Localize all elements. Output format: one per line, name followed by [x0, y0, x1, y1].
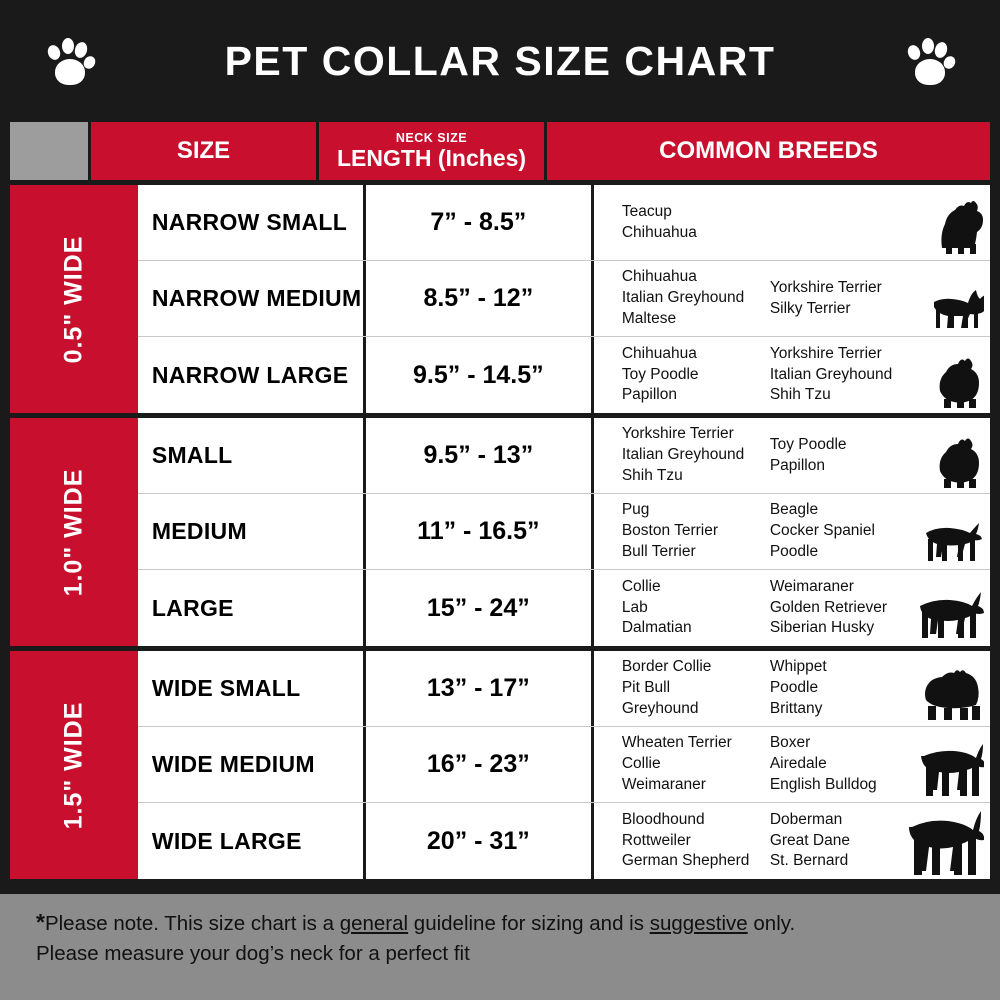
header-corner-cell [10, 122, 88, 180]
group-0-5-wide [0, 180, 1000, 413]
breed-column-1 [622, 202, 770, 244]
breed-name: German Shepherd [621, 852, 750, 870]
breed-column-1 [622, 810, 770, 873]
breed-name: Greyhound [621, 699, 699, 717]
cell-length: 16” - 23” [363, 727, 591, 802]
cell-breeds [591, 570, 990, 646]
table-row [138, 570, 990, 646]
table-row [138, 727, 990, 803]
breed-name: Boston Terrier [621, 522, 719, 540]
footer-underline-general: general [339, 912, 409, 935]
page-title: PET COLLAR SIZE CHART [224, 37, 776, 84]
table-row [138, 261, 990, 337]
table-row [138, 494, 990, 570]
group-label-width [10, 418, 138, 646]
breed-name: Maltese [621, 309, 677, 327]
breed-name: Toy Poodle [769, 435, 847, 453]
cell-size: NARROW SMALL [151, 209, 348, 235]
group-1-5-wide [0, 646, 1000, 879]
group-label-text: 0.5" WIDE [59, 235, 88, 363]
group-label-text: 1.5" WIDE [59, 701, 88, 829]
breed-column-1 [622, 344, 770, 407]
footer-line-1 [36, 906, 972, 939]
breed-name: Shih Tzu [621, 466, 683, 484]
breed-column-1 [622, 267, 770, 330]
footer-text-c: only. [747, 912, 796, 935]
breed-name: Bloodhound [621, 810, 705, 828]
breed-name: Italian Greyhound [621, 289, 745, 307]
cell-length: 11” - 16.5” [363, 494, 591, 569]
dog-silhouette-icon [864, 419, 984, 491]
breed-name: Wheaten Terrier [621, 734, 732, 752]
size-table [0, 122, 1000, 894]
breed-name: Papillon [769, 456, 825, 474]
breed-column-1 [622, 577, 770, 640]
header-breeds: COMMON BREEDS [544, 122, 990, 180]
breed-name: St. Bernard [769, 852, 849, 870]
footer-text-b: guideline for sizing and is [408, 912, 650, 935]
footer-text-a: Please note. This size chart is a [44, 912, 340, 935]
table-row [138, 651, 990, 727]
dog-silhouette-icon [864, 186, 984, 258]
cell-length: 13” - 17” [363, 651, 591, 726]
breed-name: Great Dane [769, 831, 850, 849]
breed-name: Chihuahua [621, 344, 697, 362]
dog-silhouette-icon [864, 728, 984, 800]
cell-length: 9.5” - 13” [363, 418, 591, 493]
group-label-text: 1.0" WIDE [59, 468, 88, 596]
breed-name: Whippet [769, 658, 827, 676]
breed-name: Poodle [769, 679, 819, 697]
group-rows [138, 418, 990, 646]
group-rows [138, 651, 990, 879]
group-label-width [10, 651, 138, 879]
header-length-label: LENGTH (Inches) [336, 144, 527, 171]
breed-name: Poodle [769, 542, 819, 560]
dog-silhouette-icon [864, 652, 984, 724]
cell-length: 15” - 24” [363, 570, 591, 646]
table-row [138, 185, 990, 261]
breed-name: Lab [621, 598, 648, 616]
cell-breeds [591, 337, 990, 413]
breed-name: Airedale [769, 755, 827, 773]
dog-silhouette-icon [864, 339, 984, 411]
breed-name: Rottweiler [621, 831, 691, 849]
breed-name: Weimaraner [769, 577, 854, 595]
cell-length: 8.5” - 12” [363, 261, 591, 336]
breed-name: Border Collie [621, 658, 712, 676]
table-header-row [0, 122, 1000, 180]
breed-name: Weimaraner [621, 775, 706, 793]
paw-icon [42, 33, 98, 89]
dog-silhouette-icon [864, 572, 984, 644]
breed-name: Boxer [769, 734, 811, 752]
breed-name: Pug [621, 501, 650, 519]
cell-breeds [591, 494, 990, 569]
cell-breeds [591, 651, 990, 726]
cell-size: NARROW MEDIUM [151, 285, 362, 311]
breed-name: Golden Retriever [769, 598, 887, 616]
cell-length: 9.5” - 14.5” [363, 337, 591, 413]
table-row [138, 337, 990, 413]
breed-column-1 [622, 657, 770, 720]
breed-name: English Bulldog [769, 775, 877, 793]
dog-silhouette-icon [864, 805, 984, 877]
breed-name: Brittany [769, 699, 823, 717]
footer-underline-suggestive: suggestive [649, 912, 748, 935]
breed-name: Teacup [621, 202, 672, 220]
table-row [138, 418, 990, 494]
breed-name: Cocker Spaniel [769, 522, 875, 540]
breed-name: Toy Poodle [621, 365, 699, 383]
header-length-sublabel: NECK SIZE [395, 131, 468, 146]
breed-column-1 [622, 500, 770, 563]
cell-breeds [591, 418, 990, 493]
cell-size: WIDE MEDIUM [151, 751, 315, 777]
cell-breeds [591, 803, 990, 879]
breed-column-1 [622, 424, 770, 487]
header-size: SIZE [88, 122, 316, 180]
cell-size: MEDIUM [151, 518, 247, 544]
breed-name: Yorkshire Terrier [769, 278, 882, 296]
breed-name: Shih Tzu [769, 386, 831, 404]
breed-name: Chihuahua [621, 223, 697, 241]
cell-size: SMALL [151, 442, 233, 468]
group-1-0-wide [0, 413, 1000, 646]
cell-size: LARGE [151, 594, 234, 621]
breed-name: Siberian Husky [769, 619, 875, 637]
cell-size: WIDE LARGE [151, 827, 302, 854]
footer-note [0, 894, 1000, 1000]
breed-name: Yorkshire Terrier [769, 344, 882, 362]
cell-length: 20” - 31” [363, 803, 591, 879]
breed-name: Italian Greyhound [621, 446, 745, 464]
breed-name: Dalmatian [621, 619, 692, 637]
chart-header [0, 0, 1000, 122]
cell-size: WIDE SMALL [151, 675, 301, 701]
breed-name: Pit Bull [621, 679, 671, 697]
breed-name: Italian Greyhound [769, 365, 893, 383]
breed-name: Papillon [621, 386, 677, 404]
breed-name: Collie [621, 577, 661, 595]
cell-length: 7” - 8.5” [363, 185, 591, 260]
breed-name: Collie [621, 755, 661, 773]
breed-name: Chihuahua [621, 268, 697, 286]
breed-name: Beagle [769, 501, 819, 519]
dog-silhouette-icon [864, 262, 984, 334]
breed-name: Bull Terrier [621, 542, 696, 560]
cell-size: NARROW LARGE [151, 361, 349, 388]
dog-silhouette-icon [864, 495, 984, 567]
cell-breeds [591, 261, 990, 336]
group-label-width [10, 185, 138, 413]
breed-name: Silky Terrier [769, 299, 851, 317]
breed-name: Yorkshire Terrier [621, 425, 734, 443]
cell-breeds [591, 727, 990, 802]
paw-icon [902, 33, 958, 89]
footer-line-2: Please measure your dog’s neck for a perfect fit [36, 942, 470, 966]
cell-breeds [591, 185, 990, 260]
group-rows [138, 185, 990, 413]
header-length [316, 122, 544, 180]
table-row [138, 803, 990, 879]
footer-asterisk: * [36, 909, 45, 935]
breed-column-1 [622, 733, 770, 796]
breed-name: Doberman [769, 810, 843, 828]
